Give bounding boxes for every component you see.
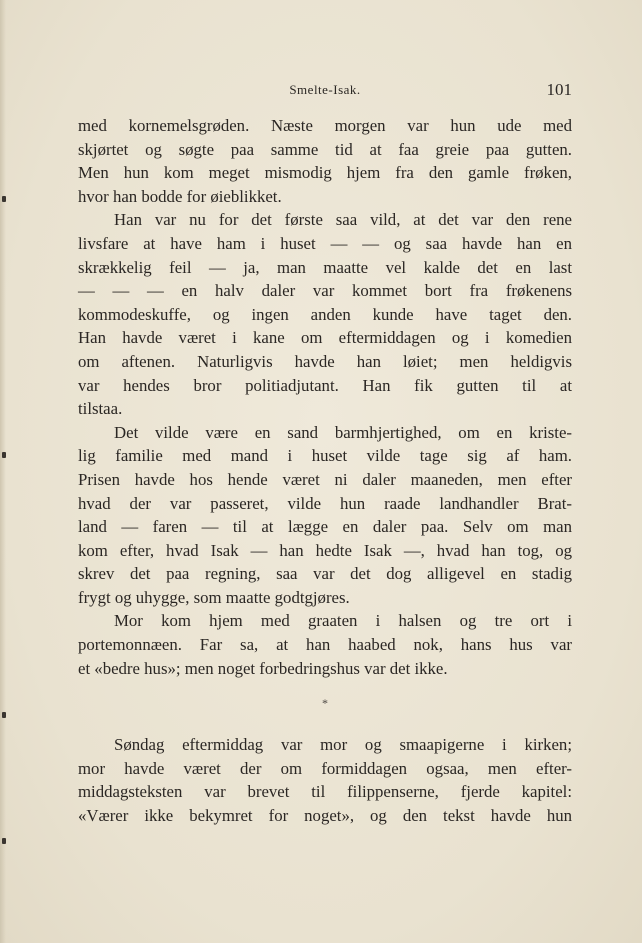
page-header xyxy=(78,80,572,102)
section-separator: * xyxy=(322,696,328,710)
text-line: tilstaa. xyxy=(78,399,123,419)
text-line: om aftenen. Naturligvis havde han løiet; men heldigvis xyxy=(78,351,572,371)
page-number: 101 xyxy=(546,80,572,99)
text-line: mor havde været der om formiddagen ogsaa, men efter- xyxy=(78,758,572,778)
text-line: frygt og uhygge, som maatte godtgjøres. xyxy=(78,587,350,607)
text-line: — — — en halv daler var kommet bort fra frøkenens xyxy=(78,281,572,301)
text-line: hvor han bodde for øieblikket. xyxy=(78,186,282,206)
text-line: et «bedre hus»; men noget forbedringshus var det ikke. xyxy=(78,658,448,678)
margin-mark xyxy=(2,452,6,458)
text-line: «Værer ikke bekymret for noget», og den tekst havde hun xyxy=(78,805,572,825)
text-line: kommodeskuffe, og ingen anden kunde have taget den. xyxy=(78,304,572,324)
text-line: Søndag eftermiddag var mor og smaapigerne i kirken; xyxy=(114,735,572,754)
text-line: hvad der var passeret, vilde hun raade landhandler Brat- xyxy=(78,493,572,513)
text-line: land — faren — til at lægge en daler paa. Selv om man xyxy=(78,517,572,537)
running-head: Smelte-Isak. xyxy=(289,82,361,97)
text-line: lig familie med mand i huset vilde tage sig af ham. xyxy=(78,446,572,466)
text-line: skrev det paa regning, saa var det dog alligevel en stadig xyxy=(78,564,572,584)
margin-mark xyxy=(2,712,6,718)
text-line: skrækkelig feil — ja, man maatte vel kalde det en last xyxy=(78,257,572,277)
text-line: Det vilde være en sand barmhjertighed, om en kriste- xyxy=(114,422,572,442)
text-line: Men hun kom meget mismodig hjem fra den gamle frøken, xyxy=(78,163,572,183)
page-spine-shadow xyxy=(0,0,6,943)
text-line: livsfare at have ham i huset — — og saa havde han en xyxy=(78,233,572,253)
margin-mark xyxy=(2,196,6,202)
body-text xyxy=(78,114,572,680)
margin-mark xyxy=(2,838,6,844)
text-line: var hendes bror politiadjutant. Han fik gutten til at xyxy=(78,375,572,395)
text-line: med kornemelsgrøden. Næste morgen var hun ude med xyxy=(78,116,572,135)
body-text-continued xyxy=(78,733,572,827)
text-line: Han havde været i kane om eftermiddagen og i komedien xyxy=(78,328,572,348)
text-line: portemonnæen. Far sa, at han haabed nok, hans hus var xyxy=(78,635,572,655)
text-line: Han var nu for det første saa vild, at det var den rene xyxy=(114,210,572,230)
text-line: skjørtet og søgte paa samme tid at faa greie paa gutten. xyxy=(78,139,572,159)
text-line: Mor kom hjem med graaten i halsen og tre ort i xyxy=(114,611,572,631)
text-line: Prisen havde hos hende været ni daler maaneden, men efter xyxy=(78,469,572,489)
text-line: middagsteksten var brevet til filippenserne, fjerde kapitel: xyxy=(78,782,572,802)
text-line: kom efter, hvad Isak — han hedte Isak —, hvad han tog, og xyxy=(78,540,572,560)
